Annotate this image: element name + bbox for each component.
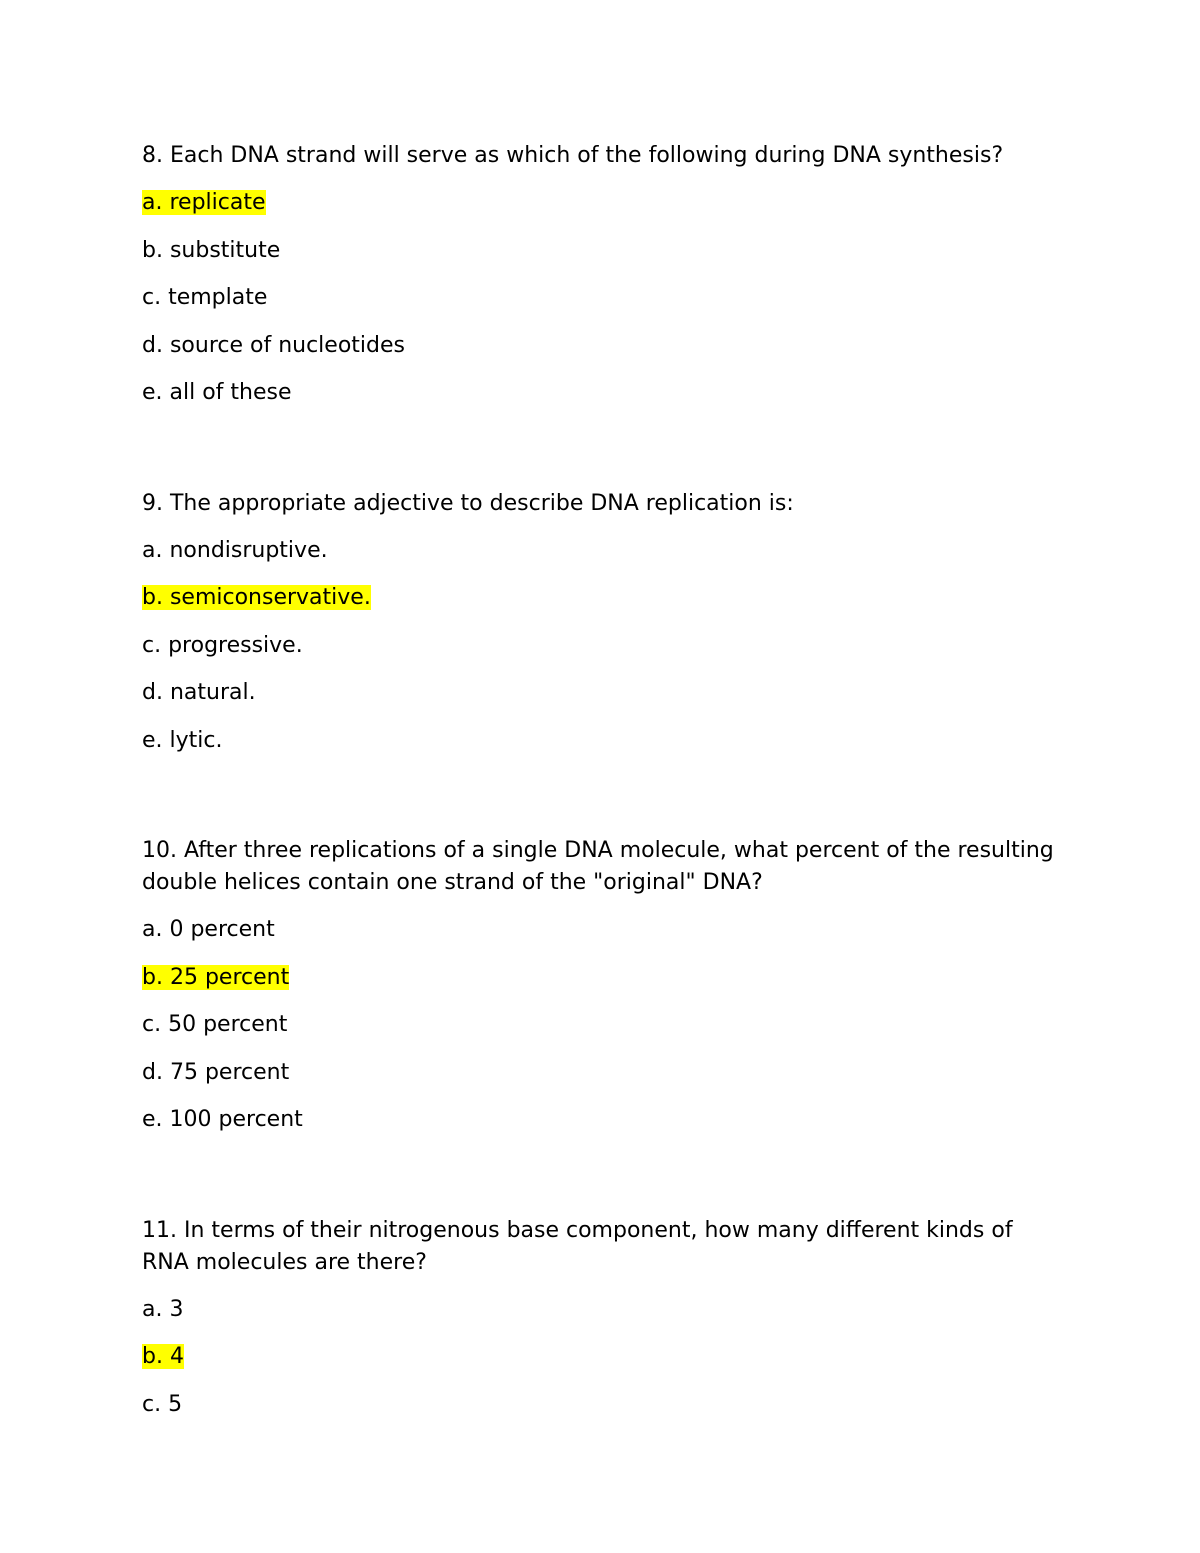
question-text: 11. In terms of their nitrogenous base component, how many different kinds of RNA molecules are there? [142, 1217, 1013, 1275]
answer-option [142, 1294, 1062, 1326]
answer-option [142, 1341, 1062, 1373]
answer-option [142, 1057, 1062, 1089]
answer-option-label: a. 3 [142, 1296, 184, 1322]
answer-option [142, 377, 1062, 409]
answer-option [142, 535, 1062, 567]
answer-option-label: b. 25 percent [142, 964, 290, 990]
answer-option-label: b. semiconservative. [142, 585, 371, 610]
answer-option-label: a. 0 percent [142, 917, 275, 942]
answer-option-label: d. natural. [142, 680, 256, 705]
spacer [142, 425, 1062, 488]
answer-option [142, 962, 1062, 994]
answer-option-label: c. progressive. [142, 632, 303, 658]
question-10 [142, 835, 1062, 1136]
answer-option [142, 1009, 1062, 1041]
document-page [142, 140, 1062, 1436]
answer-option [142, 1389, 1062, 1421]
answer-option [142, 677, 1062, 709]
answer-option-label: e. all of these [142, 380, 292, 405]
answer-option-label: e. lytic. [142, 727, 223, 753]
question-text: 10. After three replications of a single DNA molecule, what percent of the resulting double helices contain one strand of the "original" DNA? [142, 838, 1054, 895]
answer-option-label: c. 50 percent [142, 1012, 288, 1037]
answer-option-label: d. 75 percent [142, 1059, 290, 1085]
answer-option [142, 914, 1062, 946]
answer-option-label: b. substitute [142, 237, 281, 263]
answer-option [142, 725, 1062, 757]
question-text: 8. Each DNA strand will serve as which of the following during DNA synthesis? [142, 143, 1004, 168]
answer-option-label: b. 4 [142, 1344, 184, 1369]
answer-option-label: e. 100 percent [142, 1107, 303, 1132]
answer-option [142, 282, 1062, 314]
answer-option-label: c. template [142, 285, 268, 310]
answer-option [142, 582, 1062, 614]
answer-option-label: a. replicate [142, 190, 266, 215]
answer-option-label: a. nondisruptive. [142, 537, 328, 563]
answer-option-label: c. 5 [142, 1391, 183, 1417]
question-8 [142, 140, 1062, 409]
answer-option [142, 1104, 1062, 1136]
answer-option [142, 330, 1062, 362]
answer-option [142, 187, 1062, 219]
spacer [142, 1152, 1062, 1215]
question-11 [142, 1215, 1062, 1421]
answer-option-label: d. source of nucleotides [142, 332, 405, 358]
question-text: 9. The appropriate adjective to describe DNA replication is: [142, 490, 794, 516]
answer-option [142, 235, 1062, 267]
question-9 [142, 488, 1062, 757]
spacer [142, 772, 1062, 835]
answer-option [142, 630, 1062, 662]
